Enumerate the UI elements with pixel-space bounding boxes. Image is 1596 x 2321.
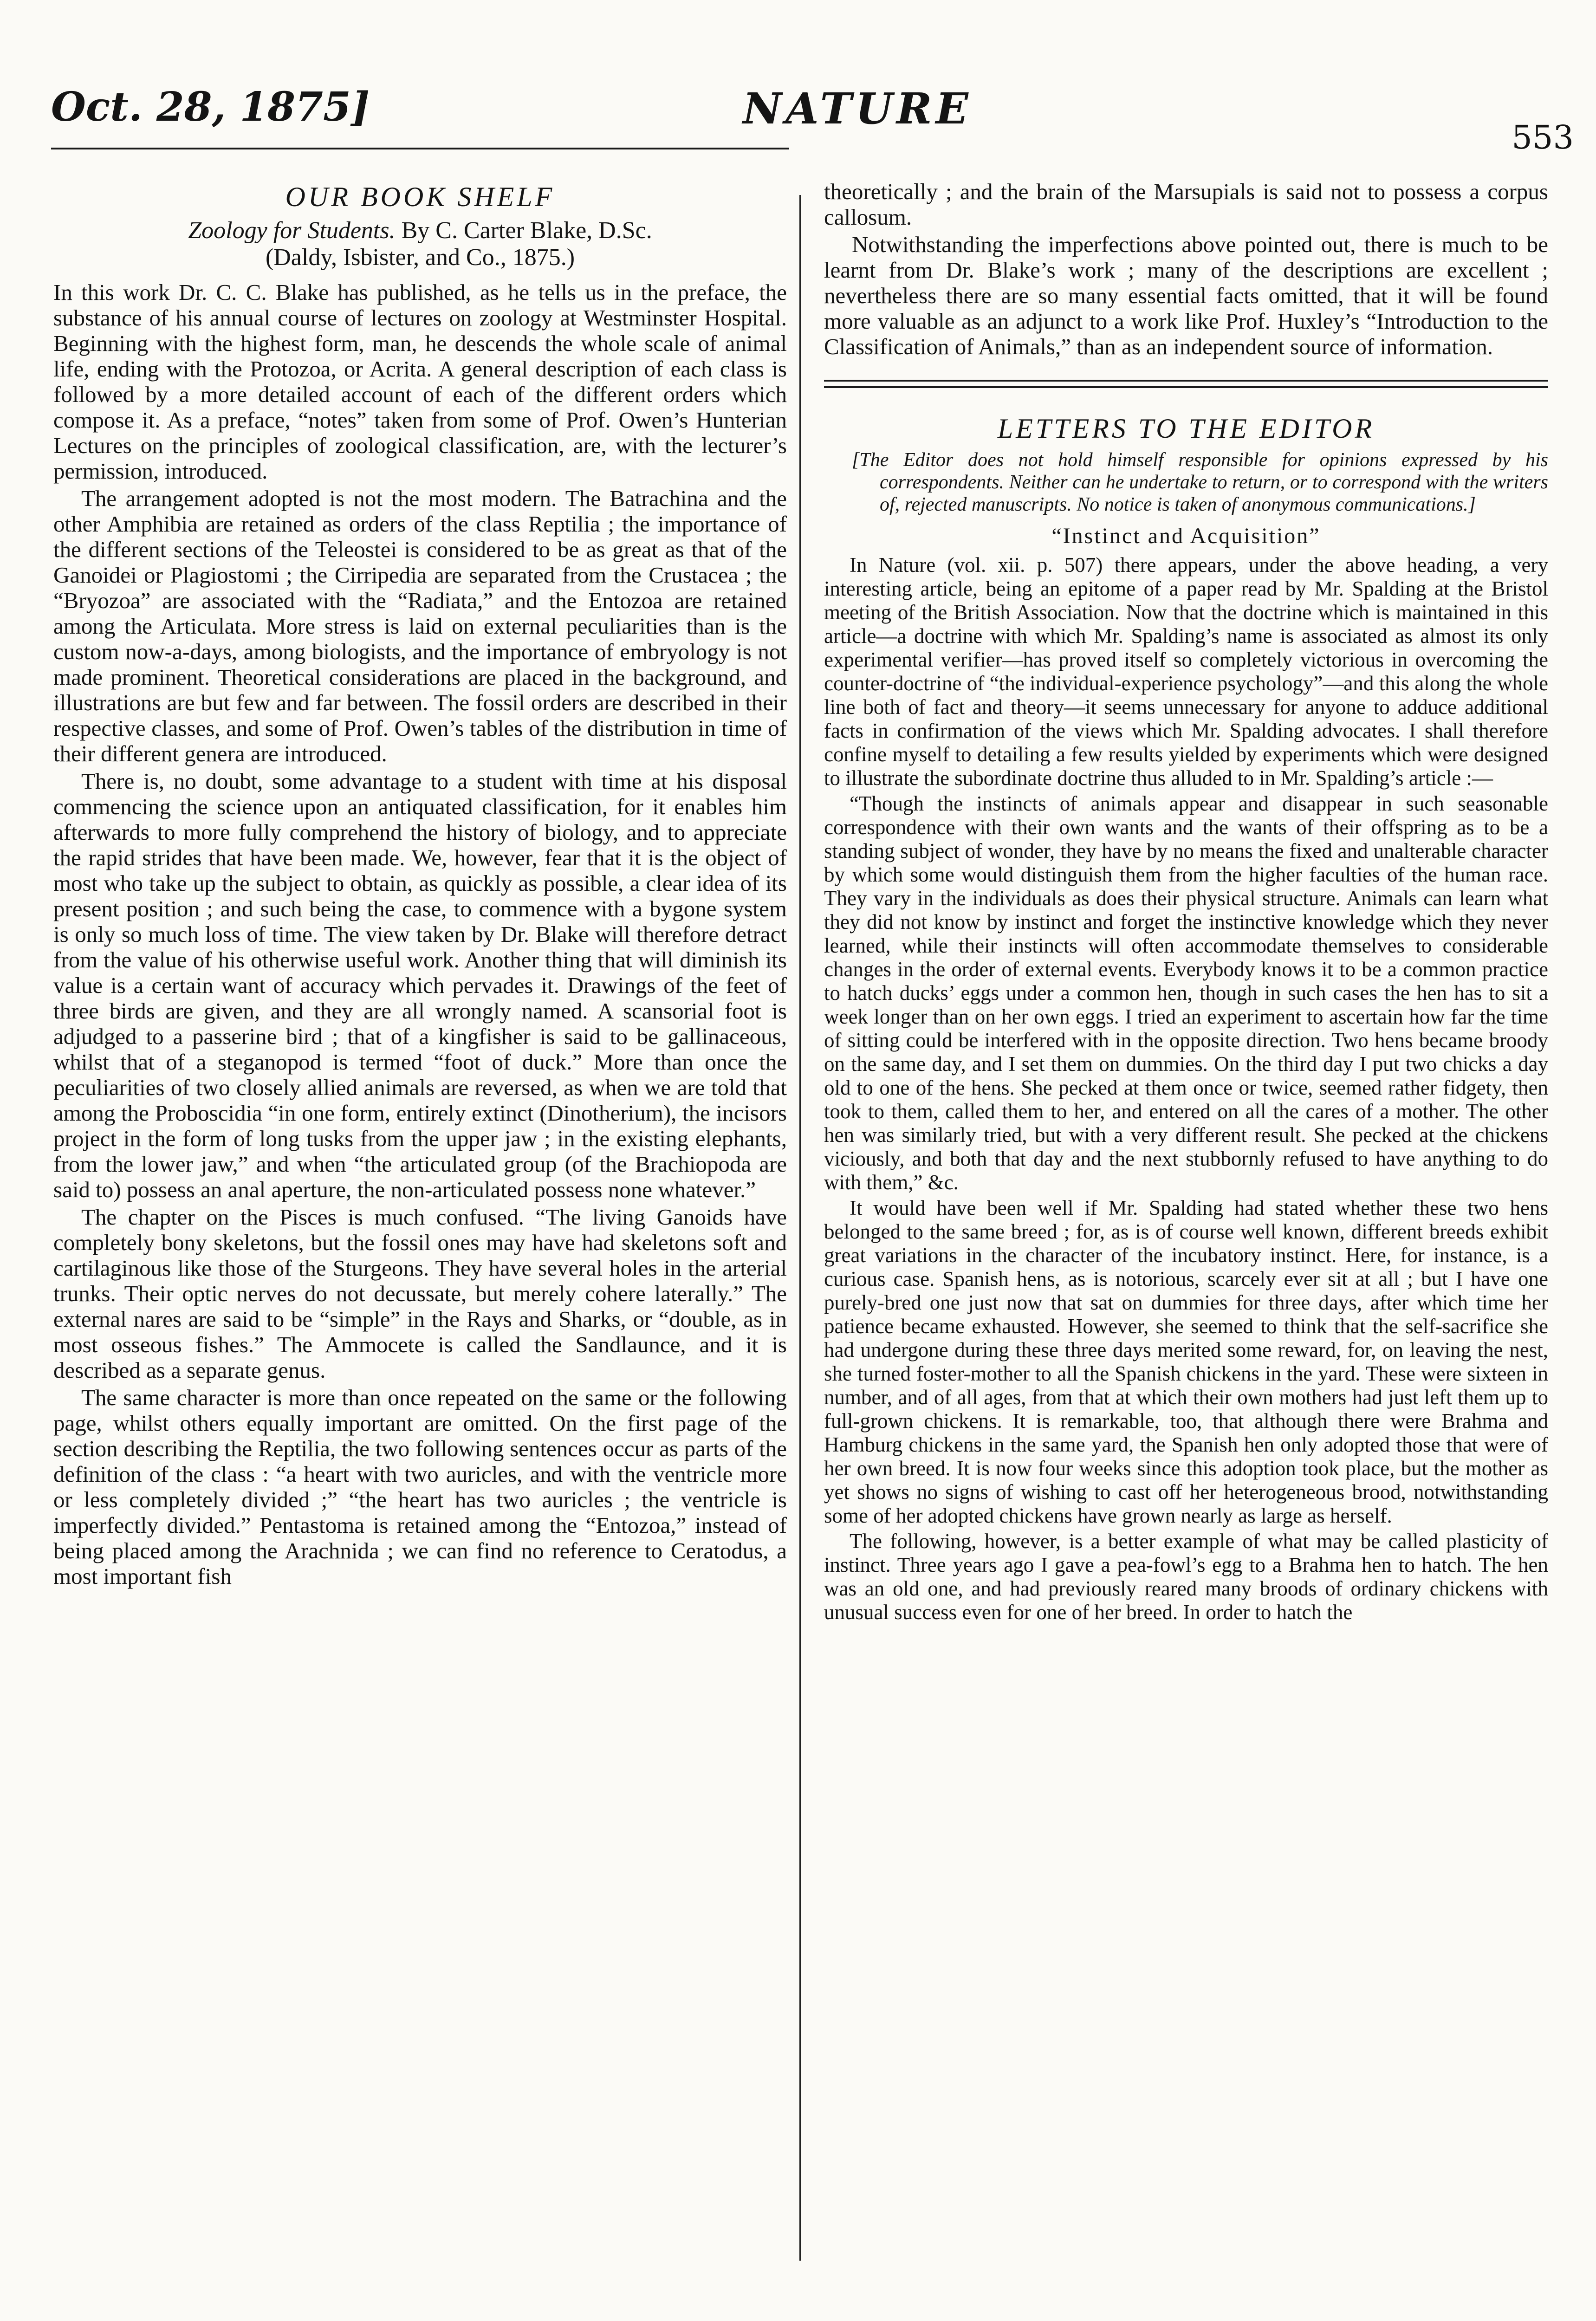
book-author: By C. Carter Blake, D.Sc. xyxy=(401,217,652,244)
editor-disclaimer: [The Editor does not hold himself responsible for opinions expressed by his correspondents. Neither can he undertake to return, or to correspond with the writers of, rejected manuscripts. No notice is taken of anonymous communications.] xyxy=(852,449,1548,515)
review-paragraph: The same character is more than once repeated on the same or the following page, whilst others equally important are omitted. On the first page of the section describing the Reptilia, the two following sentences occur as parts of the definition of the class : “a heart with two auricles, and with the ventricle more or less completely divided ;” “the heart has two auricles ; the ventricle is imperfectly divided.” Pentastoma is retained among the “Entozoa,” instead of being placed among the Arachnida ; we can find no reference to Ceratodus, a most important fish xyxy=(53,1385,787,1589)
letter-paragraph: “Though the instincts of animals appear and disappear in such seasonable correspondence with their own wants and the wants of their offspring as to be a standing subject of wonder, they have by no means the fixed and unalterable character by which some would distinguish them from the higher faculties of the human race. They vary in the individuals as does their physical structure. Animals can learn what they did not know by instinct and forget the instinctive knowledge which they never learned, while their instincts will often accommodate themselves to considerable changes in the order of external events. Everybody knows it to be a common practice to hatch ducks’ eggs under a common hen, though in such cases the hen has to sit a week longer than on her own eggs. I tried an experiment to ascertain how far the time of sitting could be interfered with in the opposite direction. Two hens became broody on the same day, and I set them on dummies. On the third day I put two chicks a day old to one of the hens. She pecked at them once or twice, seemed rather fidgety, then took to them, called them to her, and entered on all the cares of a mother. The other hen was similarly tried, but with a very different result. She pecked at the chickens viciously, and both that day and the next stubbornly refused to have anything to do with them,” &c. xyxy=(824,792,1548,1194)
page-number: 553 xyxy=(1512,118,1574,156)
book-title: Zoology for Students. xyxy=(188,217,396,244)
page-header xyxy=(51,84,1574,156)
right-column xyxy=(824,179,1548,1624)
review-continuation: theoretically ; and the brain of the Marsupials is said not to possess a corpus callosum. xyxy=(824,179,1548,230)
letter-paragraph: The following, however, is a better example of what may be called plasticity of instinct. Three years ago I gave a pea-fowl’s egg to a Brahma hen to hatch. The hen was an old one, and had previously reared many broods of ordinary chickens with unusual success even for one of her breed. In order to hatch the xyxy=(824,1530,1548,1624)
review-paragraph: There is, no doubt, some advantage to a student with time at his disposal commencing the science upon an antiquated classification, for it enables him afterwards to more fully comprehend the history of biology, and to appreciate the rapid strides that have been made. We, however, fear that it is the object of most who take up the subject to obtain, as quickly as possible, a clear idea of its present position ; and such being the case, to commence with a bygone system is only so much loss of time. The view taken by Dr. Blake will therefore detract from the value of his otherwise useful work. Another thing that will diminish its value is a certain want of accuracy which pervades it. Drawings of the feet of three birds are given, and they are all wrongly named. A scansorial foot is adjudged to a passerine bird ; that of a kingfisher is said to be gallinaceous, whilst that of a steganopod is termed “foot of duck.” More than once the peculiarities of two closely allied animals are reversed, as when we are told that among the Proboscidia “in one form, entirely extinct (Dinotherium), the incisors project in the form of long tusks from the upper jaw ; in the existing elephants, from the lower jaw,” and when “the articulated group (of the Brachiopoda are said to) possess an anal aperture, the non-articulated possess none whatever.” xyxy=(53,768,787,1202)
letter-paragraph: In Nature (vol. xii. p. 507) there appears, under the above heading, a very interesting article, being an epitome of a paper read by Mr. Spalding at the Bristol meeting of the British Association. Now that the doctrine which is maintained in this article—a doctrine with which Mr. Spalding’s name is associated as almost its only experimental verifier—has proved itself so completely victorious in overcoming the counter-doctrine of “the individual-experience psychology”—and this along the whole line both of fact and theory—it seems unnecessary for anyone to adduce additional facts in confirmation of the views which Mr. Spalding advocates. I shall therefore confine myself to detailing a few results yielded by experiments which were designed to illustrate the subordinate doctrine thus alluded to in Mr. Spalding’s article :— xyxy=(824,553,1548,790)
review-paragraph: The arrangement adopted is not the most modern. The Batrachina and the other Amphibia are retained as orders of the class Reptilia ; the importance of the different sections of the Teleostei is considered to be as great as that of the Ganoidei or Plagiostomi ; the Cirripedia are separated from the Crustacea ; the “Bryozoa” are associated with the “Radiata,” and the Entozoa are retained among the Articulata. More stress is laid on external peculiarities than is the custom now-a-days, among biologists, and the importance of embryology is not made prominent. Theoretical considerations are placed in the background, and illustrations are but few and far between. The fossil orders are described in their respective classes, and some of Prof. Owen’s tables of the distribution in time of their different genera are introduced. xyxy=(53,486,787,766)
left-column xyxy=(53,179,787,1589)
header-rule xyxy=(51,148,789,149)
letter-body xyxy=(824,553,1548,1624)
letters-heading: LETTERS TO THE EDITOR xyxy=(997,413,1375,444)
review-paragraph: The chapter on the Pisces is much confused. “The living Ganoids have completely bony skeletons, but the fossil ones may have had skeletons soft and cartilaginous like those of the Sturgeons. They have several holes in the arterial trunks. Their optic nerves do not decussate, but merely cohere laterally.” The external nares are said to be “simple” in the Rays and Sharks, or “double, as in most osseous fishes.” The Ammocete is called the Sandlaunce, and it is described as a separate genus. xyxy=(53,1204,787,1383)
issue-date: Oct. 28, 1875] xyxy=(51,84,370,130)
section-double-rule xyxy=(824,380,1548,388)
book-shelf-heading: OUR BOOK SHELF xyxy=(285,182,555,212)
journal-title: NATURE xyxy=(743,84,972,134)
book-publisher: (Daldy, Isbister, and Co., 1875.) xyxy=(265,244,575,271)
letter-title: “Instinct and Acquisition” xyxy=(1051,524,1321,548)
book-citation xyxy=(53,217,787,271)
column-divider xyxy=(799,195,801,2261)
letter-paragraph: It would have been well if Mr. Spalding had stated whether these two hens belonged to the same breed ; for, as is of course well known, different breeds exhibit great variations in the character of the incubatory instinct. Here, for instance, is a curious case. Spanish hens, as is notorious, scarcely ever sit at all ; but I have one purely-bred one just now that sat on dummies for three days, after which time her patience became exhausted. However, she seemed to think that the self-sacrifice she had undergone during these three days merited some reward, for, on leaving the nest, she turned foster-mother to all the Spanish chickens in the yard. These were sixteen in number, and of all ages, from that at which their own mothers had just left them up to full-grown chickens. It is remarkable, too, that although there were Brahma and Hamburg chickens in the same yard, the Spanish hen only adopted those that were of her own breed. It is now four weeks since this adoption took place, but the mother as yet shows no signs of wishing to cast off her heterogeneous brood, notwithstanding some of her adopted chickens have grown nearly as large as herself. xyxy=(824,1196,1548,1527)
review-continuation: Notwithstanding the imperfections above pointed out, there is much to be learnt from Dr. Blake’s work ; many of the descriptions are excellent ; nevertheless there are so many essential facts omitted, that it will be found more valuable as an adjunct to a work like Prof. Huxley’s “Introduction to the Classification of Animals,” than as an independent source of information. xyxy=(824,232,1548,359)
review-paragraph: In this work Dr. C. C. Blake has published, as he tells us in the preface, the substance of his annual course of lectures on zoology at Westminster Hospital. Beginning with the highest form, man, he descends the whole scale of animal life, ending with the Protozoa, or Acrita. A general description of each class is followed by a more detailed account of each of the different orders which compose it. As a preface, “notes” taken from some of Prof. Owen’s Hunterian Lectures on the principles of zoological classification, are, with the lecturer’s permission, introduced. xyxy=(53,279,787,484)
